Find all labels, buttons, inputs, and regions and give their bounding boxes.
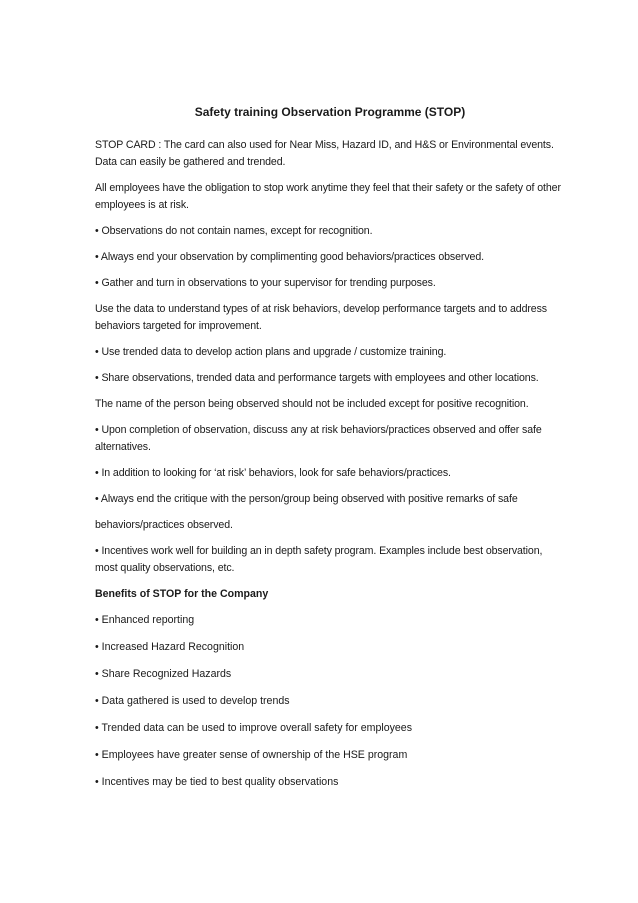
bullet-end-critique: • Always end the critique with the person/group being observed with positive remarks of safe [95, 493, 518, 505]
paragraph-name-of-person: The name of the person being observed should not be included except for positive recognition. [95, 398, 529, 410]
bullet-end-observation: • Always end your observation by complimenting good behaviors/practices observed. [95, 251, 484, 263]
bullet-no-names: • Observations do not contain names, except for recognition. [95, 225, 373, 237]
bullet-incentives: • Incentives work well for building an in depth safety program. Examples include best observation, most quality observations, etc. [95, 545, 543, 574]
document-page [95, 104, 565, 801]
bullet-upon-completion: • Upon completion of observation, discuss any at risk behaviors/practices observed and offer safe alternatives. [95, 424, 542, 453]
paragraph-obligation: All employees have the obligation to stop work anytime they feel that their safety or the safety of other employees is at risk. [95, 182, 561, 211]
bullet-gather-observations: • Gather and turn in observations to your supervisor for trending purposes. [95, 277, 436, 289]
benefits-heading: Benefits of STOP for the Company [95, 588, 269, 600]
benefit-item: • Increased Hazard Recognition [95, 641, 245, 653]
paragraph-use-data: Use the data to understand types of at risk behaviors, develop performance targets and to address behaviors targeted for improvement. [95, 303, 547, 332]
paragraph-behaviors-observed: behaviors/practices observed. [95, 519, 233, 531]
bullet-trended-data: • Use trended data to develop action plans and upgrade / customize training. [95, 346, 447, 358]
benefit-item: • Data gathered is used to develop trends [95, 695, 290, 707]
benefit-item: • Employees have greater sense of ownership of the HSE program [95, 749, 408, 761]
benefit-item: • Trended data can be used to improve overall safety for employees [95, 722, 412, 734]
paragraph-stop-card: STOP CARD : The card can also used for Near Miss, Hazard ID, and H&S or Environmental events. Data can easily be gathered and trended. [95, 139, 554, 168]
benefit-item: • Enhanced reporting [95, 614, 195, 626]
document-title: Safety training Observation Programme (STOP) [194, 105, 466, 119]
bullet-look-for-safe: • In addition to looking for ‘at risk’ behaviors, look for safe behaviors/practices. [95, 467, 451, 479]
bullet-share-observations: • Share observations, trended data and performance targets with employees and other locations. [95, 372, 539, 384]
benefit-item: • Share Recognized Hazards [95, 668, 232, 680]
benefit-item: • Incentives may be tied to best quality observations [95, 776, 339, 788]
